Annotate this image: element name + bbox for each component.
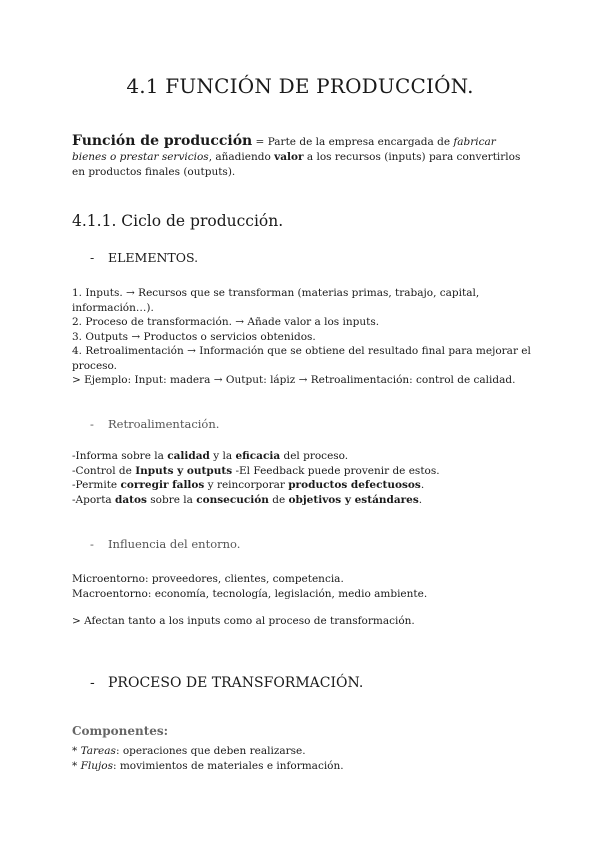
definition-text-1: Parte de la empresa encargada de — [267, 136, 454, 148]
text: . — [420, 479, 425, 492]
dash-bullet: - — [90, 537, 94, 551]
list-item — [72, 449, 532, 464]
list-item: Microentorno: proveedores, clientes, competencia. — [72, 573, 344, 585]
list-item: Macroentorno: economía, tecnología, legislación, medio ambiente. — [72, 587, 428, 600]
bold-text: Inputs y outputs — [135, 464, 233, 477]
definition-italic: fabricar bienes o prestar servicios — [72, 136, 496, 163]
text: -Aporta — [72, 493, 116, 506]
definition-term: Función de producción — [72, 133, 253, 149]
list-item — [72, 493, 532, 508]
definition-equals: = — [252, 136, 268, 148]
text: -Control de — [72, 464, 136, 477]
dash-bullet: - — [90, 675, 95, 691]
entorno-heading-text: Influencia del entorno. — [108, 537, 241, 551]
list-item: 3. Outputs → Productos o servicios obtenidos. — [72, 330, 316, 343]
definition-text-3: , añadiendo — [208, 151, 275, 163]
definition-paragraph — [72, 134, 532, 180]
entorno-note: > Afectan tanto a los inputs como al proceso de transformación. — [72, 615, 415, 627]
list-item — [72, 744, 532, 759]
proceso-heading — [90, 675, 363, 691]
elementos-list — [72, 286, 532, 374]
list-item: 2. Proceso de transformación. → Añade valor a los inputs. — [72, 316, 380, 329]
text: sobre la — [146, 493, 197, 506]
text: y la — [209, 450, 236, 462]
page-title: 4.1 FUNCIÓN DE PRODUCCIÓN. — [126, 74, 474, 98]
example-line: > Ejemplo: Input: madera → Output: lápiz → Retroalimentación: control de calidad. — [72, 374, 516, 386]
text: . — [418, 493, 423, 506]
definition-text-5: a los recursos (inputs) para convertirlos en productos finales (outputs). — [72, 151, 521, 178]
list-item: 4. Retroalimentación → Información que se obtiene del resultado final para mejorar el proceso. — [72, 345, 531, 372]
list-item: 1. Inputs. → Recursos que se transforman (materias primas, trabajo, capital, información…). — [72, 287, 480, 314]
dash-bullet: - — [90, 250, 95, 265]
elementos-heading-text: ELEMENTOS. — [108, 250, 199, 265]
text: y reincorporar — [204, 479, 289, 492]
italic-term: Tareas — [80, 745, 116, 757]
text: : operaciones que deben realizarse. — [115, 745, 306, 757]
elementos-heading — [90, 250, 198, 265]
retro-list — [72, 449, 532, 507]
text: -Permite — [72, 479, 121, 492]
bold-text: objetivos y estándares — [288, 493, 419, 506]
bold-text: datos — [115, 493, 147, 506]
entorno-list — [72, 572, 532, 601]
bold-text: consecución — [196, 493, 269, 506]
dash-bullet: - — [90, 417, 94, 431]
text: -Informa sobre la — [72, 450, 168, 462]
bold-text: productos defectuosos — [288, 479, 421, 492]
bold-text: calidad — [167, 450, 210, 462]
list-item — [72, 478, 532, 493]
components-list — [72, 744, 532, 773]
retro-heading — [90, 417, 219, 431]
text: * — [72, 759, 81, 772]
proceso-heading-text: PROCESO DE TRANSFORMACIÓN. — [108, 675, 364, 691]
text: * — [72, 745, 81, 757]
text: del proceso. — [280, 450, 349, 462]
section-heading: 4.1.1. Ciclo de producción. — [72, 212, 284, 230]
text: -El Feedback puede provenir de estos. — [232, 464, 440, 477]
definition-bold-valor: valor — [274, 151, 304, 163]
entorno-heading — [90, 537, 240, 551]
italic-term: Flujos — [80, 759, 113, 772]
text: de — [268, 493, 289, 506]
text: : movimientos de materiales e información. — [112, 759, 344, 772]
list-item — [72, 464, 532, 479]
list-item — [72, 759, 532, 774]
components-title: Componentes: — [72, 724, 169, 738]
bold-text: corregir fallos — [120, 479, 205, 492]
retro-heading-text: Retroalimentación. — [108, 417, 220, 431]
bold-text: eficacia — [235, 450, 281, 462]
